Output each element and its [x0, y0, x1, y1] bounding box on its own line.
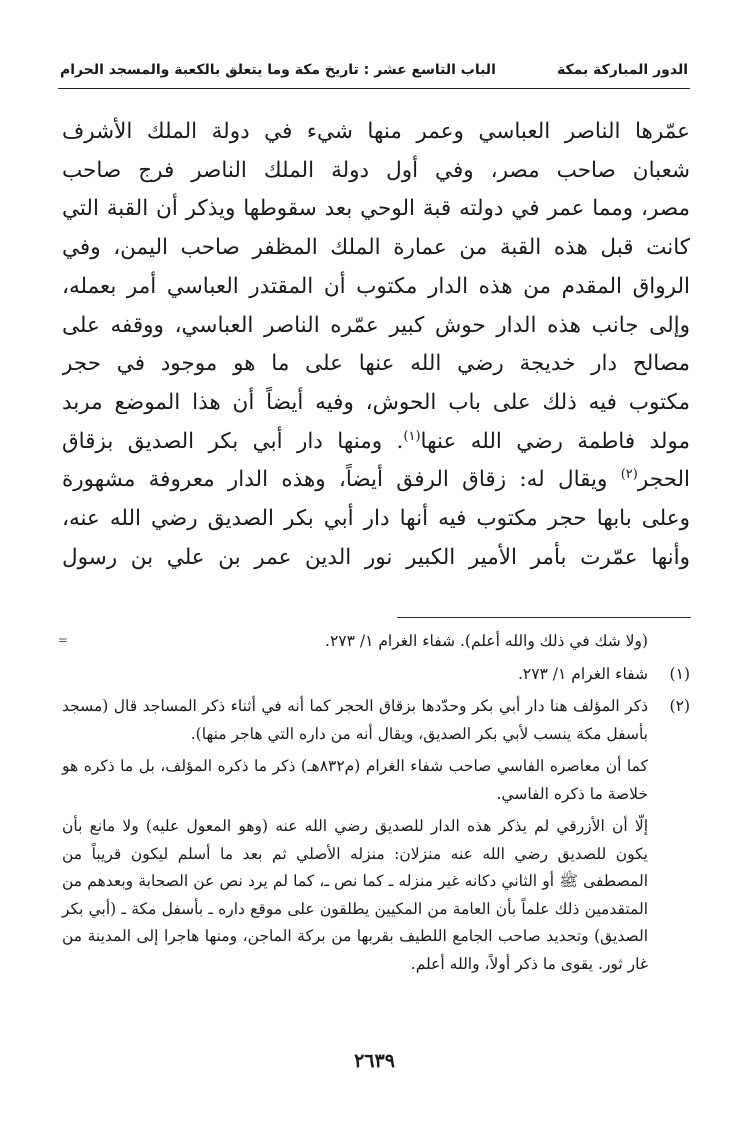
footnote-2-paragraph: إلّا أن الأزرقي لم يذكر هذه الدار للصديق رضي الله عنه (وهو المعول عليه) ولا مانع بأن يكون للصديق رضي الله عنه منزلان: منزله الأصلي ثم بعد ما أسلم ليكون قريباً من المصطفى ﷺ أو الثاني دكانه غير منزله ـ كما نص ـ، كما لم يرد نص عن الصحابة وبعدهم من المتقدمين ذلك علماً بأن العامة من المكيين يطلقون على موقع داره ـ بأسفل مكة ـ (أبي بكر الصديق) وتحديد صاحب الجامع اللطيف بقربها من بركة الماجن، ومنها هاجرا إلى المدينة من غار ثور. يقوى ما ذكر أولاً، والله أعلم. — [62, 817, 648, 973]
text-segment: . ومنها دار أبي بكر الصديق بزقاق — [62, 428, 404, 454]
footnote-text: ذكر المؤلف هنا دار أبي بكر وحدّدها بزقاق الحجر كما أنه في أثناء ذكر المساجد قال (مسجد بأسفل مكة ينسب لأبي بكر الصديق، ويقال أنه من داره التي هاجر منها). — [62, 697, 648, 743]
text-segment: مولد فاطمة رضي الله عنها — [420, 428, 690, 454]
text-line: مصر، ومما عمر في دولته قبة الوحي بعد سقوطها ويذكر أن القبة التي — [62, 196, 690, 222]
footnotes — [62, 628, 690, 983]
continuation-mark: = — [58, 633, 69, 647]
text-line — [62, 423, 690, 462]
text-line: وعلى بابها حجر مكتوب فيه أنها دار أبي بكر الصديق رضي الله عنه، — [62, 506, 690, 532]
running-header — [60, 58, 688, 88]
text-line: وأنها عمّرت بأمر الأمير الكبير نور الدين عمر بن علي بن رسول — [62, 544, 690, 570]
footnote-ref-1[interactable]: (١) — [403, 428, 421, 444]
footnote-number: (١) — [669, 664, 690, 683]
footnote-2 — [62, 693, 690, 748]
chapter-title: الباب التاسع عشر : تاريخ مكة وما يتعلق بالكعبة والمسجد الحرام — [60, 62, 496, 78]
footnote-ref-2[interactable]: (٢) — [620, 467, 638, 483]
text-line: كانت قبل هذه القبة من عمارة الملك المظفر صاحب اليمن، وفي — [62, 235, 690, 261]
footnote-text: شفاء الغرام ١/ ٢٧٣. — [517, 664, 648, 683]
text-line: شعبان صاحب مصر، وفي أول دولة الملك الناصر فرج صاحب — [62, 157, 690, 183]
text-line: وإلى جانب هذه الدار حوش كبير عمّره الناصر العباسي، ووقفه على — [62, 312, 690, 338]
footnote-divider — [397, 617, 691, 618]
footnote-number: (٢) — [669, 697, 690, 715]
footnote-2-paragraph: كما أن معاصره الفاسي صاحب شفاء الغرام (م٨٣٢هـ) ذكر ما ذكره المؤلف، بل ما ذكره هو خلاصة ما ذكره الفاسي. — [62, 757, 648, 803]
text-line: الرواق المقدم من هذه الدار مكتوب أن المقتدر العباسي أمر بعمله، — [62, 273, 690, 299]
header-divider — [58, 88, 690, 89]
footnote-1 — [62, 661, 690, 689]
text-line: مكتوب فيه ذلك على باب الحوش، وفيه أيضاً أن هذا الموضع مربد — [62, 389, 690, 415]
text-segment: ويقال له: زقاق الرفق أيضاً، وهذه الدار معروفة مشهورة — [62, 467, 621, 493]
footnote-continued: (ولا شك في ذلك والله أعلم). شفاء الغرام ١/ ٢٧٣. — [325, 632, 648, 650]
text-line: عمّرها الناصر العباسي وعمر منها شيء في دولة الملك الأشرف — [62, 119, 690, 144]
book-title: الدور المباركة بمكة — [556, 62, 688, 78]
text-segment: الحجر — [637, 467, 690, 493]
text-line — [62, 461, 690, 500]
main-text — [62, 113, 690, 577]
page-number: ٢٦٣٩ — [354, 1050, 395, 1072]
text-line: مصالح دار خديجة رضي الله عنها على ما هو موجود في حجر — [62, 351, 690, 377]
